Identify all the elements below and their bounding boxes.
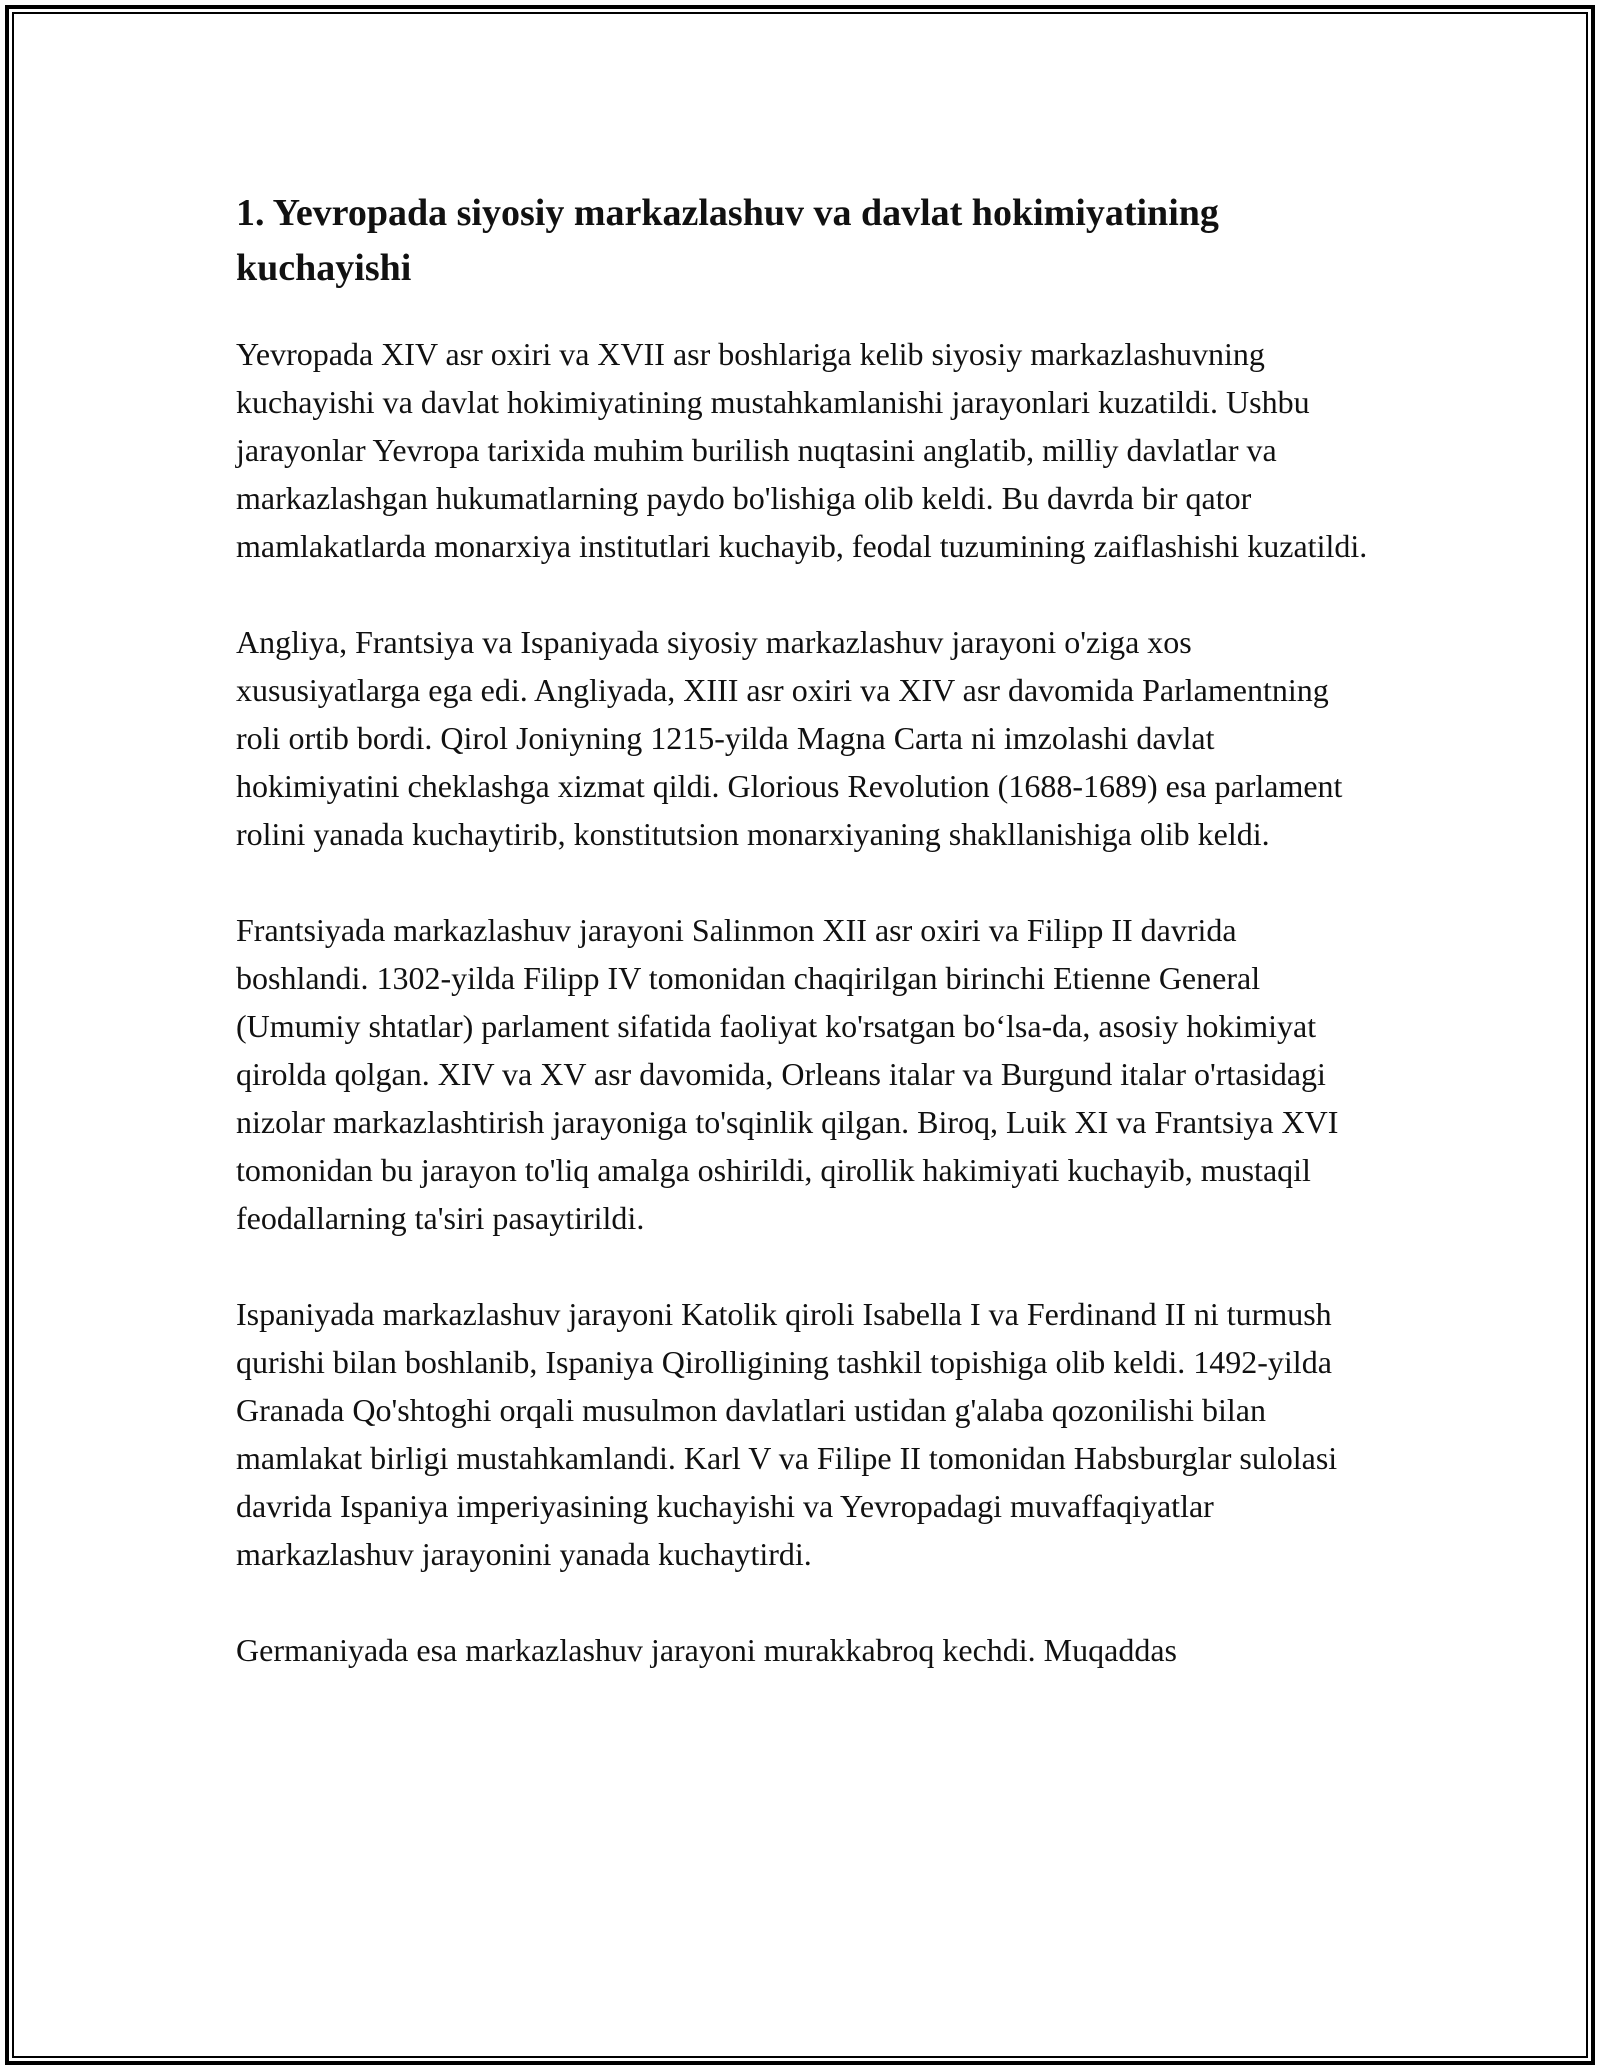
document-body — [236, 186, 1376, 1722]
paragraph-england: Angliya, Frantsiya va Ispaniyada siyosiy markazlashuv jarayoni o'ziga xos xususiyatlarga ega edi. Angliyada, XIII asr oxiri va XIV asr davomida Parlamentning roli ortib bordi. Qirol Joniyning 1215-yilda Magna Carta ni imzolashi davlat hokimiyatini cheklashga xizmat qildi. Glorious Revolution (1688-1689) esa parlament rolini yanada kuchaytirib, konstitutsion monarxiyaning shakllanishiga olib keldi. — [236, 624, 1343, 852]
paragraph-intro: Yevropada XIV asr oxiri va XVII asr boshlariga kelib siyosiy markazlashuvning kuchayishi va davlat hokimiyatining mustahkamlanishi jarayonlari kuzatildi. Ushbu jarayonlar Yevropa tarixida muhim burilish nuqtasini anglatib, milliy davlatlar va markazlashgan hukumatlarning paydo bo'lishiga olib keldi. Bu davrda bir qator mamlakatlarda monarxiya institutlari kuchayib, feodal tuzumining zaiflashishi kuzatildi. — [236, 336, 1368, 564]
section-heading: 1. Yevropada siyosiy markazlashuv va davlat hokimiyatining kuchayishi — [236, 192, 1219, 289]
paragraph-france: Frantsiyada markazlashuv jarayoni Salinmon XII asr oxiri va Filipp II davrida boshlandi. 1302-yilda Filipp IV tomonidan chaqirilgan birinchi Etienne General (Umumiy shtatlar) parlament sifatida faoliyat ko'rsatgan bo‘lsa-da, asosiy hokimiyat qirolda qolgan. XIV va XV asr davomida, Orleans italar va Burgund italar o'rtasidagi nizolar markazlashtirish jarayoniga to'sqinlik qilgan. Biroq, Luik XI va Frantsiya XVI tomonidan bu jarayon to'liq amalga oshirildi, qirollik hakimiyati kuchayib, mustaqil feodallarning ta'siri pasaytirildi. — [236, 912, 1339, 1236]
paragraph-germany: Germaniyada esa markazlashuv jarayoni murakkabroq kechdi. Muqaddas — [236, 1632, 1177, 1668]
paragraph-spain: Ispaniyada markazlashuv jarayoni Katolik qiroli Isabella I va Ferdinand II ni turmush qurishi bilan boshlanib, Ispaniya Qirolligining tashkil topishiga olib keldi. 1492-yilda Granada Qo'shtoghi orqali musulmon davlatlari ustidan g'alaba qozonilishi bilan mamlakat birligi mustahkamlandi. Karl V va Filipe II tomonidan Habsburglar sulolasi davrida Ispaniya imperiyasining kuchayishi va Yevropadagi muvaffaqiyatlar markazlashuv jarayonini yanada kuchaytirdi. — [236, 1296, 1338, 1572]
